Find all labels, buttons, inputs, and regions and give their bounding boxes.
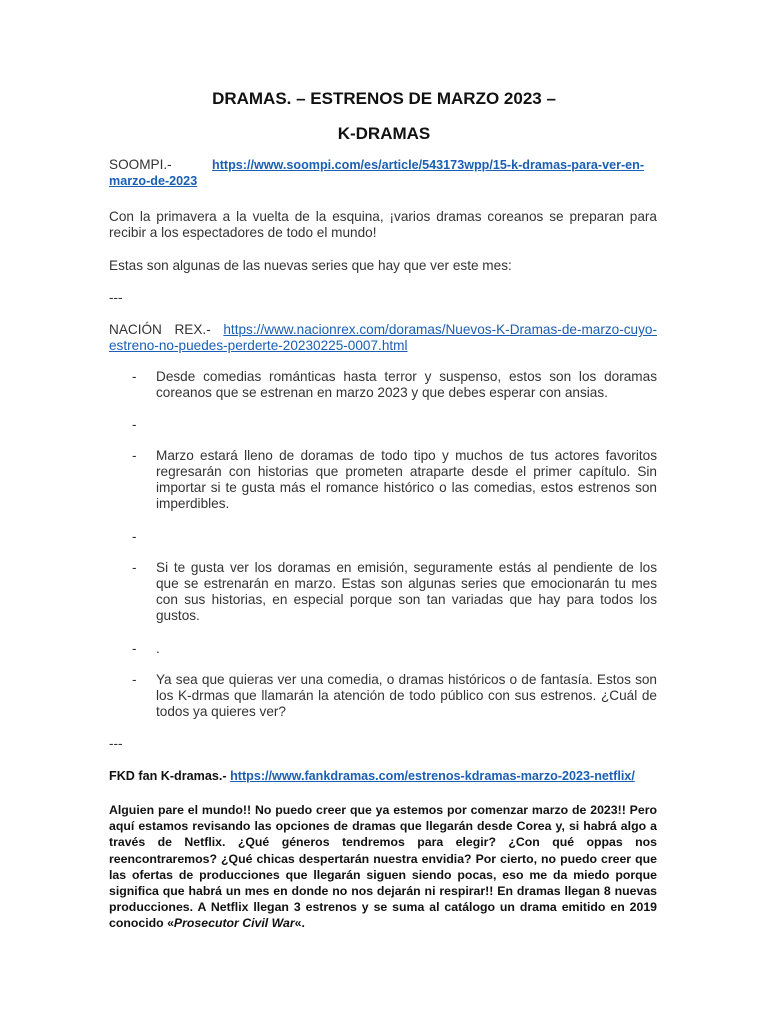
- bullet-dash: -: [132, 560, 137, 575]
- document-title: DRAMAS. – ESTRENOS DE MARZO 2023 –: [212, 89, 556, 108]
- fkd-link[interactable]: https://www.fankdramas.com/estrenos-kdramas-marzo-2023-netflix/: [230, 769, 635, 783]
- list-item: [109, 641, 657, 657]
- fkd-body-text: Alguien pare el mundo!! No puedo creer que ya estemos por comenzar marzo de 2023!! Pero aquí estamos revisando las opciones de dramas que llegarán desde Corea y, si habrá algo a través de Netflix. ¿Qué géneros tendremos para elegir? ¿Con qué oppas nos reencontraremos? ¿Qué chicas despertarán nuestra envidia? Por cierto, no puedo creer que las ofertas de producciones que llegarán siguen siendo pocas, eso me da miedo porque significa que habrá un mes en donde no nos dejarán ni respirar!! En dramas llegan 8 nuevas producciones. A Netflix llegan 3 estrenos y se suma al catálogo un drama emitido en 2019 conocido «: [109, 803, 657, 931]
- separator-1: ---: [109, 290, 123, 305]
- nacion-link[interactable]: https://www.nacionrex.com/doramas/Nuevos-K-Dramas-de-marzo-cuyo-estreno-no-puedes-perderte-20230225-0007.html: [109, 322, 658, 353]
- list-item: [109, 369, 657, 401]
- soompi-label: SOOMPI.-: [109, 157, 172, 172]
- nacion-paragraph: [109, 322, 657, 354]
- list-item: [109, 672, 657, 720]
- separator-2: ---: [109, 736, 123, 751]
- list-item-text: Marzo estará lleno de doramas de todo tipo y muchos de tus actores favoritos regresarán con historias que prometen atraparte desde el primer capítulo. Sin importar si te gusta más el romance histórico o las comedias, estos estrenos son imperdibles.: [156, 448, 657, 511]
- list-item-text: .: [156, 641, 160, 656]
- intro-paragraph-1: Con la primavera a la vuelta de la esquina, ¡varios dramas coreanos se preparan para recibir a los espectadores de todo el mundo!: [109, 209, 657, 240]
- bullet-dash: -: [132, 641, 137, 656]
- fkd-paragraph: [109, 768, 657, 784]
- fkd-label: FKD fan K-dramas.-: [109, 769, 227, 783]
- fkd-body-end: «.: [294, 916, 305, 931]
- soompi-paragraph: [109, 157, 657, 189]
- list-item-text: [156, 417, 160, 432]
- list-item: [109, 417, 657, 433]
- list-item-text: Si te gusta ver los doramas en emisión, seguramente estás al pendiente de los que se estrenarán en marzo. Estas son algunas series que emocionarán tu mes con sus historias, en especial porque son tan variadas que hay para todos los gustos.: [156, 560, 657, 623]
- bullet-dash: -: [132, 529, 137, 544]
- list-item: [109, 529, 657, 545]
- bullet-dash: -: [132, 448, 137, 463]
- nacion-label: NACIÓN REX.-: [109, 322, 211, 337]
- list-item: [109, 448, 657, 512]
- list-item: [109, 560, 657, 624]
- soompi-link[interactable]: https://www.soompi.com/es/article/543173wpp/15-k-dramas-para-ver-en-marzo-de-2023: [109, 158, 645, 188]
- list-item-text: [156, 529, 160, 544]
- fkd-body-title-emphasis: Prosecutor Civil War: [173, 916, 295, 931]
- bullet-list: [109, 369, 657, 720]
- fkd-body-paragraph: [109, 802, 657, 932]
- intro-paragraph-2: Estas son algunas de las nuevas series que hay que ver este mes:: [109, 258, 512, 273]
- list-item-text: Desde comedias románticas hasta terror y suspenso, estos son los doramas coreanos que se estrenan en marzo 2023 y que debes esperar con ansias.: [156, 369, 657, 400]
- bullet-dash: -: [132, 369, 137, 384]
- list-item-text: Ya sea que quieras ver una comedia, o dramas históricos o de fantasía. Estos son los K-drmas que llamarán la atención de todo público con sus estrenos. ¿Cuál de todos ya quieres ver?: [156, 672, 657, 719]
- bullet-dash: -: [132, 672, 137, 687]
- bullet-dash: -: [132, 417, 137, 432]
- document-subtitle: K-DRAMAS: [337, 124, 431, 143]
